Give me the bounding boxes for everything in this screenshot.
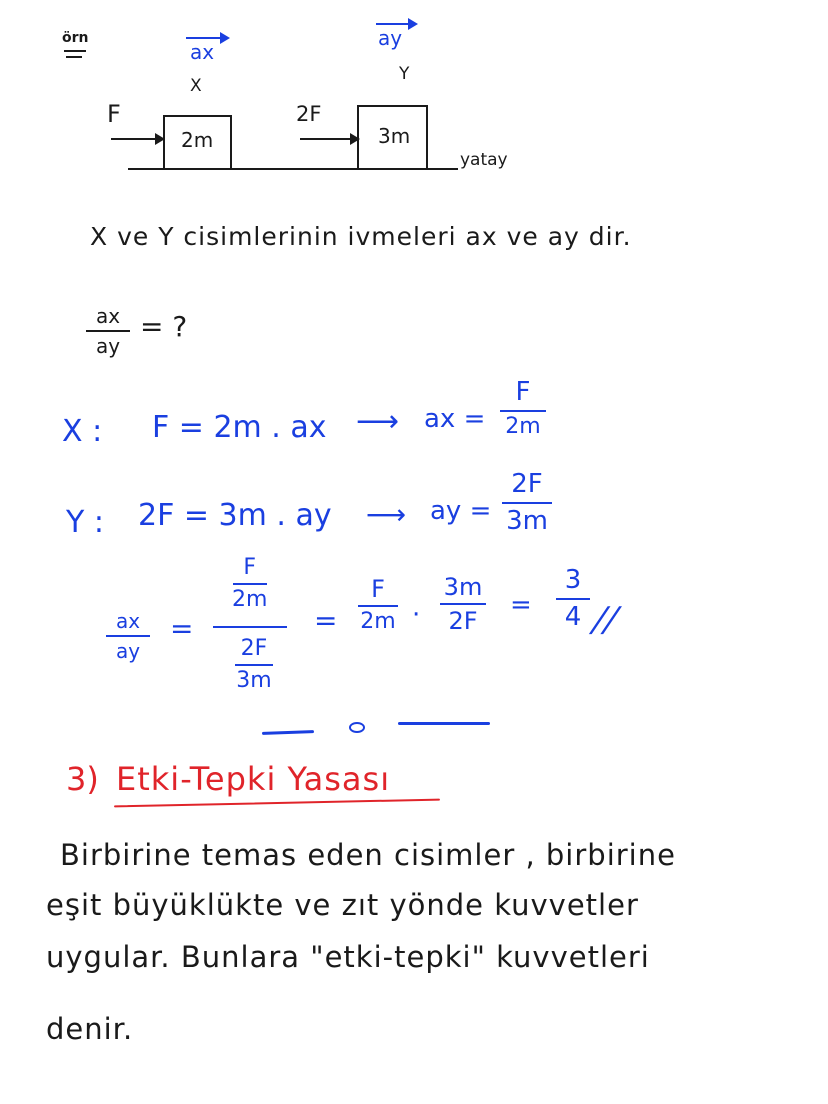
line-x-arrow: ⟶ bbox=[356, 404, 400, 439]
line-y-equation: 2F = 3m . ay bbox=[138, 498, 332, 533]
line-x-prefix: X : bbox=[62, 414, 103, 449]
force-x-arrow bbox=[111, 138, 163, 140]
section-title-underline bbox=[114, 799, 440, 808]
ratio-dot: · bbox=[412, 600, 421, 630]
force-x-label: F bbox=[107, 100, 121, 128]
block-x-mass: 2m bbox=[181, 128, 214, 152]
object-y-name: Y bbox=[399, 64, 410, 84]
problem-statement: X ve Y cisimlerinin ivmeleri ax ve ay dir. bbox=[90, 222, 632, 251]
ratio-fraction-1: F 2m bbox=[358, 576, 398, 635]
force-y-label: 2F bbox=[296, 102, 322, 126]
accel-y-label: ay bbox=[378, 26, 403, 50]
line-y-arrow: ⟶ bbox=[366, 498, 407, 531]
separator-left bbox=[262, 730, 314, 735]
question-rhs: = ? bbox=[140, 310, 188, 343]
ratio-eq-1: = bbox=[170, 612, 194, 645]
accel-x-label: ax bbox=[190, 40, 215, 64]
example-underline-2 bbox=[66, 56, 82, 58]
question-num: ax bbox=[95, 304, 121, 328]
separator-dot bbox=[349, 722, 365, 733]
ratio-fraction-2: 3m 2F bbox=[440, 574, 486, 635]
object-x-name: X bbox=[190, 76, 202, 96]
section-title: Etki-Tepki Yasası bbox=[116, 760, 391, 798]
body-line-4: denir. bbox=[46, 1012, 134, 1046]
ground-line bbox=[128, 168, 458, 170]
question-fraction bbox=[86, 305, 130, 357]
separator-right bbox=[398, 722, 490, 725]
ratio-complex-bottom: 2F 3m bbox=[236, 636, 272, 694]
block-y-mass: 3m bbox=[378, 124, 411, 148]
line-y-lhs: ay = bbox=[430, 496, 492, 526]
body-line-3: uygular. Bunlara "etki-tepki" kuvvetleri bbox=[46, 940, 650, 974]
body-line-1: Birbirine temas eden cisimler , birbirine bbox=[60, 838, 676, 872]
example-underline bbox=[64, 50, 86, 52]
line-x-lhs: ax = bbox=[424, 404, 486, 434]
line-x-fraction: F 2m bbox=[500, 378, 546, 439]
accel-x-arrow bbox=[186, 37, 228, 39]
ratio-complex-main-bar bbox=[213, 626, 287, 628]
question-den: ay bbox=[95, 334, 121, 358]
section-number: 3) bbox=[66, 760, 99, 798]
surface-label: yatay bbox=[460, 150, 508, 170]
ratio-lhs-fraction: ax ay bbox=[106, 610, 150, 662]
ratio-eq-3: = bbox=[510, 590, 532, 620]
line-y-fraction: 2F 3m bbox=[502, 470, 552, 535]
force-y-arrow bbox=[300, 138, 358, 140]
body-line-2: eşit büyüklükte ve zıt yönde kuvvetler bbox=[46, 888, 639, 922]
accel-y-arrow bbox=[376, 23, 416, 25]
example-label: örn bbox=[62, 30, 89, 46]
ratio-eq-2: = bbox=[314, 604, 338, 637]
ratio-complex-top: F 2m bbox=[232, 555, 268, 613]
ratio-result: 3 4 bbox=[556, 566, 590, 631]
result-mark: // bbox=[586, 600, 625, 640]
line-y-prefix: Y : bbox=[66, 505, 104, 540]
line-x-equation: F = 2m . ax bbox=[152, 410, 327, 445]
